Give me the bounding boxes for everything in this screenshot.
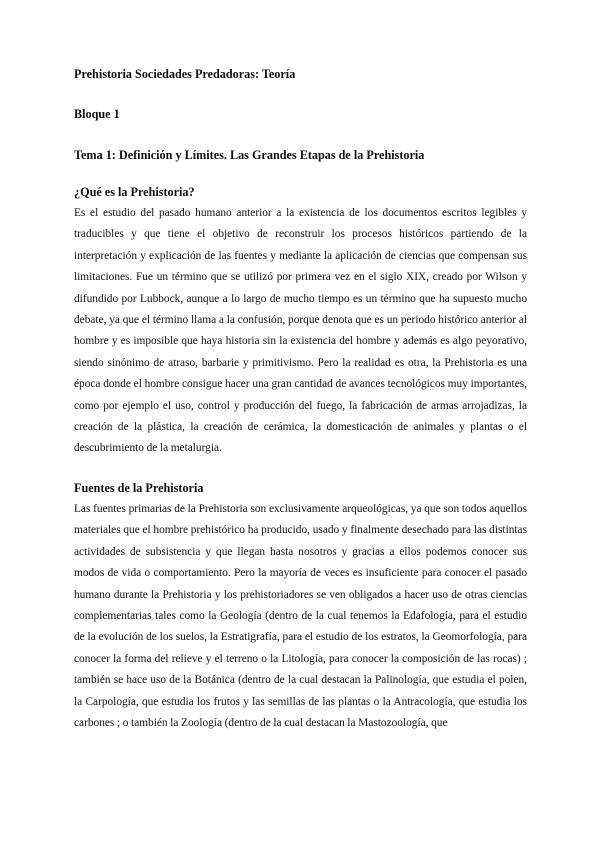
section-spacer: [74, 460, 527, 480]
section-body-what-is-prehistory: Es el estudio del pasado humano anterior a la existencia de los documentos escritos legibles y traducibles y que tiene el objetivo de reconstruir los procesos históricos partiendo de la interpretación y explicación de las fuentes y mediante la aplicación de ciencias que compensan sus limitaciones. Fue un término que se utilizó por primera vez en el siglo XIX, creado por Wilson y difundido por Lubbock, aunque a lo largo de mucho tiempo es un término que ha supuesto mucho debate, ya que el término llama a la confusión, porque denota que es un periodo histórico anterior al hombre y es imposible que haya historia sin la existencia del hombre y además es algo peyorativo, siendo sinónimo de atraso, barbarie y primitivismo. Pero la realidad es otra, la Prehistoria es una época donde el hombre consigue hacer una gran cantidad de avances tecnológicos muy importantes, como por ejemplo el uso, control y producción del fuego, la fabricación de armas arrojadizas, la creación de la plástica, la creación de cerámica, la domesticación de animales y plantas o el descubrimiento de la metalurgia.: [74, 207, 527, 455]
section-heading-sources: Fuentes de la Prehistoria: [74, 480, 204, 495]
section-body-sources: Las fuentes primarias de la Prehistoria son exclusivamente arqueológicas, ya que son todos aquellos materiales que el hombre prehistórico ha producido, usado y finalmente desechado para las distintas actividades de subsistencia y que llegan hasta nosotros y gracias a ellos podemos conocer sus modos de vida o comportamiento. Pero la mayoría de veces es insuficiente para conocer el pasado humano durante la Prehistoria y los prehistoriadores se ven obligados a hacer uso de otras ciencias complementarias tales como la Geología (dentro de la cual tenemos la Edafología, para el estudio de la evolución de los suelos, la Estratigrafía, para el estudio de los estratos, la Geomorfología, para conocer la forma del relieve y el terreno o la Litología, para conocer la composición de las rocas) ; también se hace uso de la Botánica (dentro de la cual destacan la Palinología, que estudia el polen, la Carpología, que estudia los frutos y las semillas de las plantas o la Antracología, que estudia los carbones ; o también la Zoología (dentro de la cual destacan la Mastozoología, que: [74, 502, 527, 729]
topic-title: Tema 1: Definición y Límites. Las Grandes Etapas de la Prehistoria: [74, 148, 425, 162]
document-title: Prehistoria Sociedades Predadoras: Teoría: [74, 67, 296, 81]
document-content: [74, 66, 527, 734]
section-heading-what-is-prehistory: ¿Qué es la Prehistoria?: [74, 185, 195, 199]
block-title: Bloque 1: [74, 107, 120, 121]
